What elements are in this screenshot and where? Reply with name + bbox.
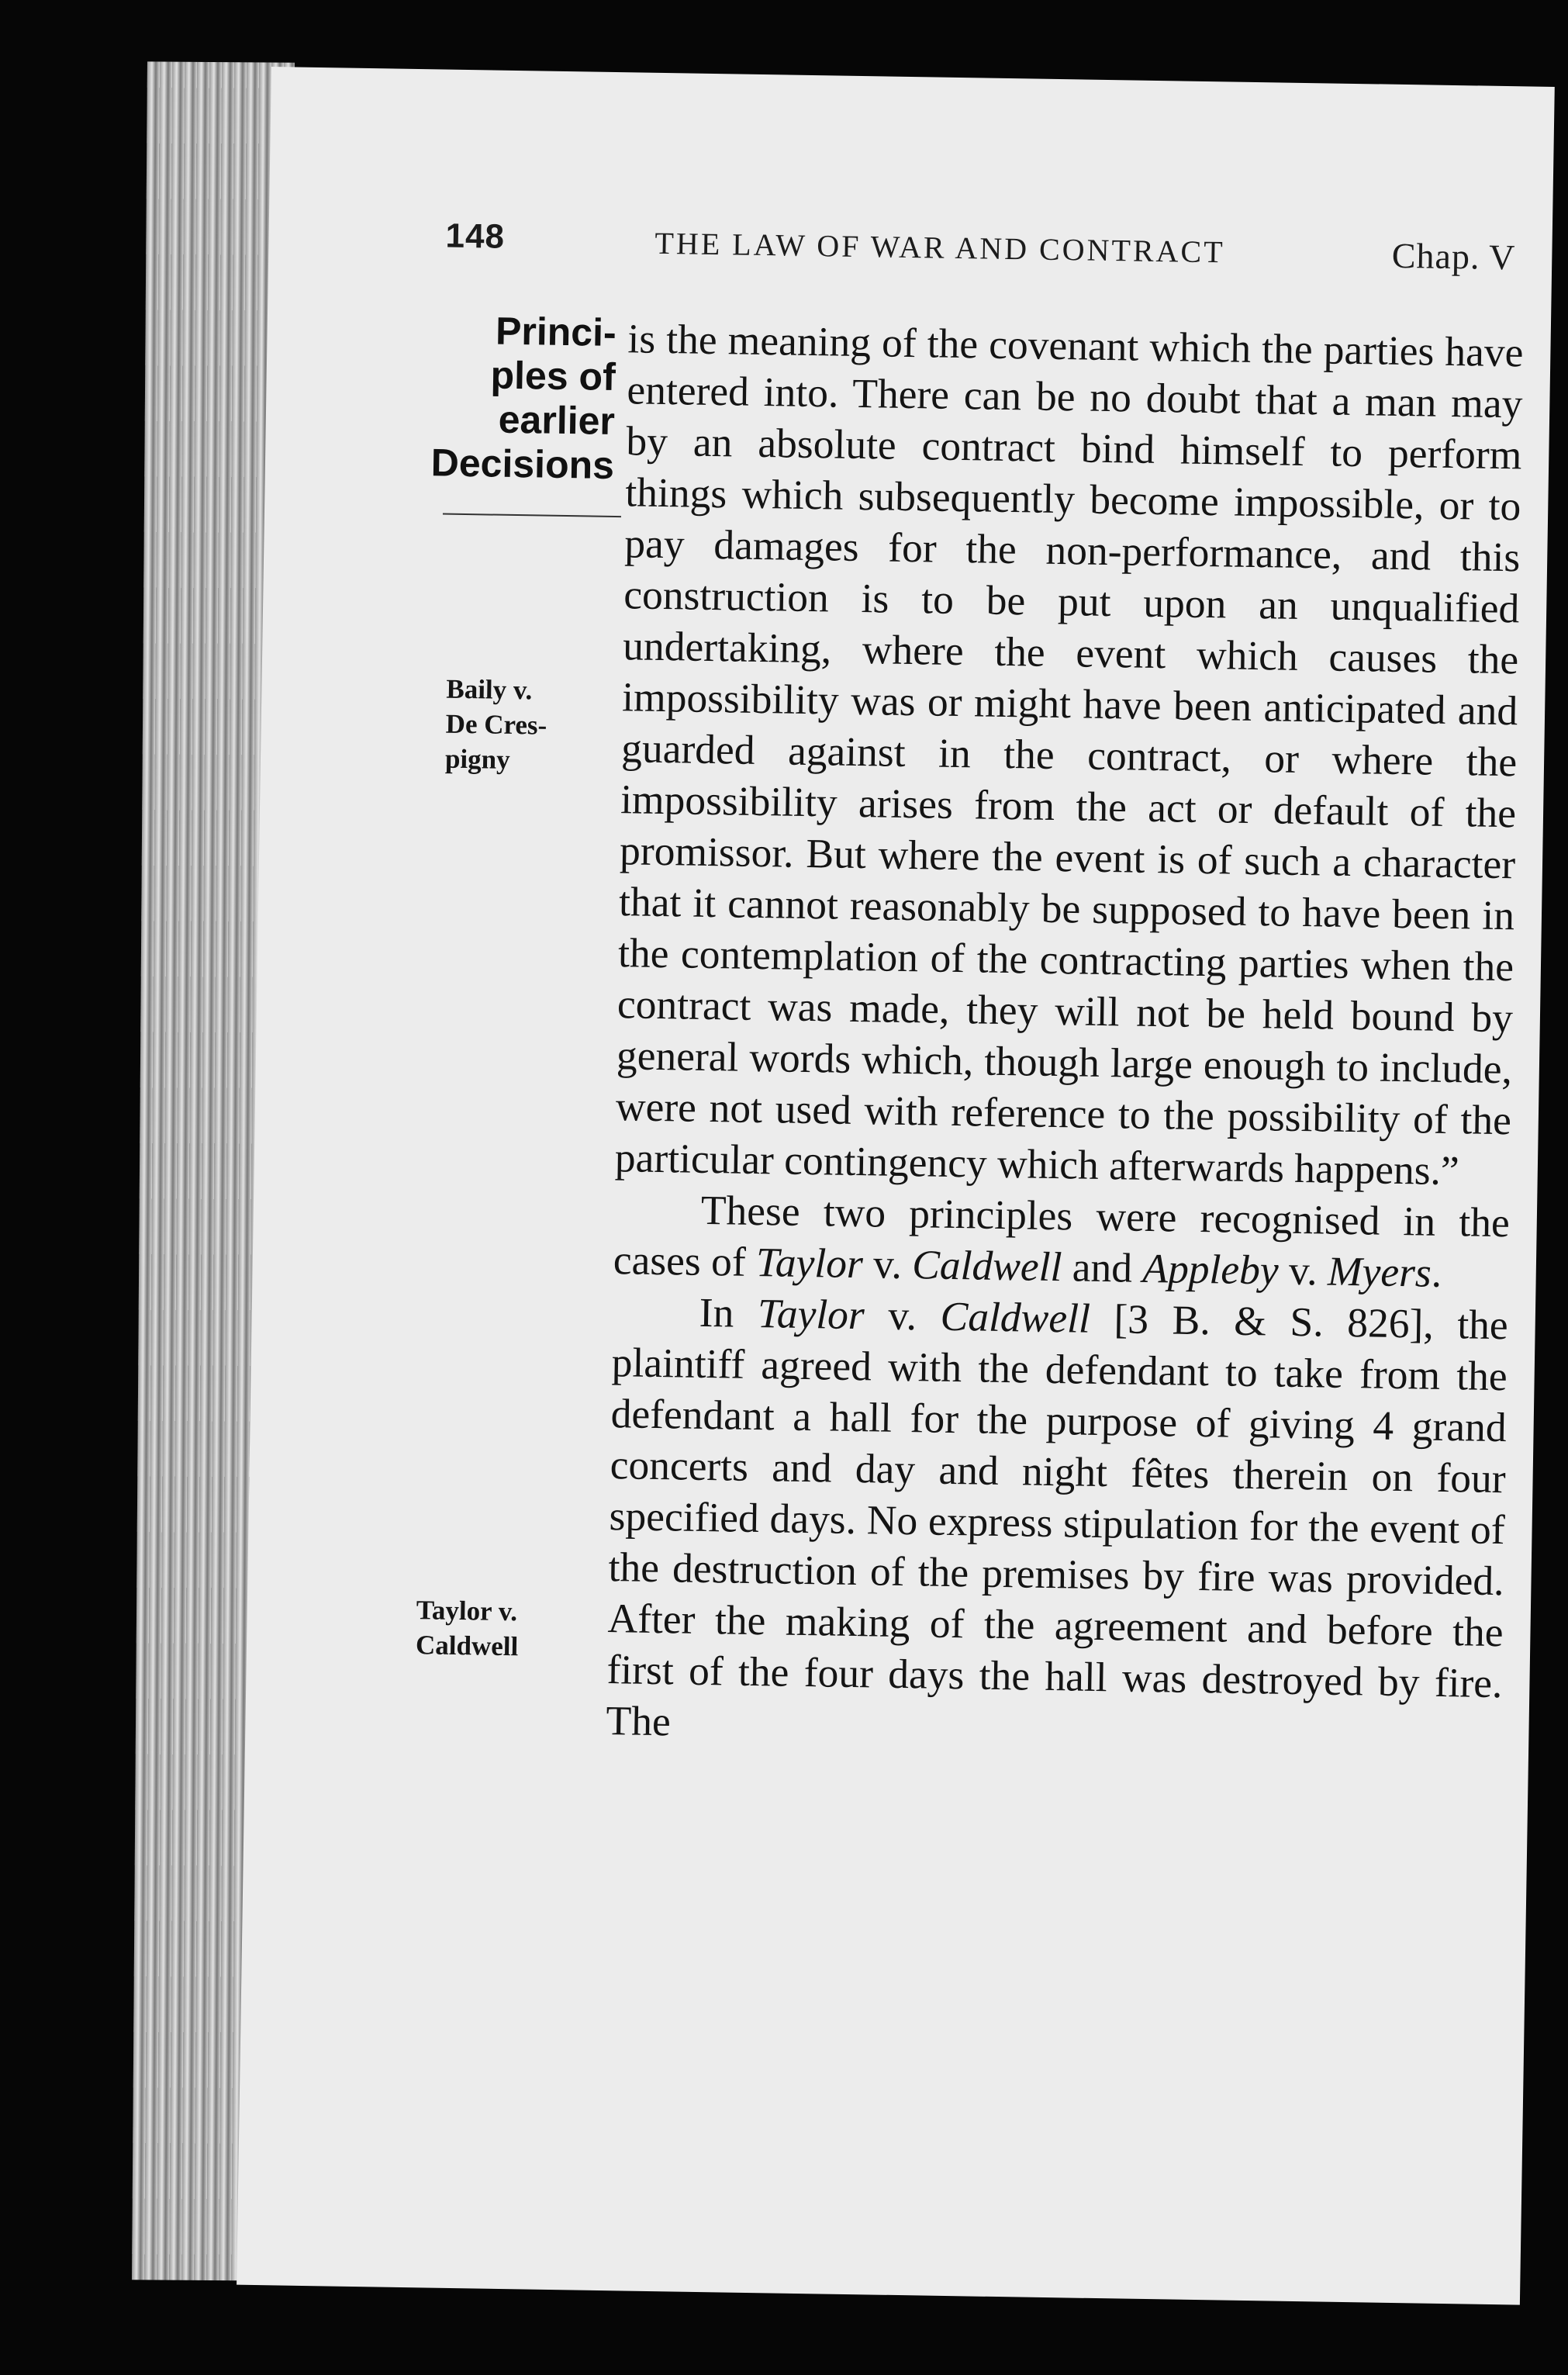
case-name: Appleby (1141, 1244, 1280, 1294)
margin-note-baily (445, 672, 548, 778)
margin-heading-line: ples of (490, 353, 616, 399)
case-name: Caldwell (940, 1292, 1091, 1342)
margin-rule (443, 513, 621, 518)
margin-note-line: Taylor v. (416, 1595, 518, 1627)
text-run: v. (864, 1291, 941, 1340)
case-name: Taylor (757, 1290, 865, 1339)
case-name: Taylor (755, 1239, 864, 1288)
text-run: [3 B. & S. 826], the plaintiff agreed with the defendant to take from the defendant a hall for the purpose of giving 4 grand concerts and day and night fêtes therein on four specified days. No express stipulation for the event of the destruction of the premises by fire was provided. After the making of the agreement and before the first of the four days the hall was destroyed by fire. The (606, 1295, 1509, 1745)
paragraph-principles (613, 1183, 1510, 1299)
text-run: . (1431, 1249, 1442, 1296)
book-page (237, 67, 1555, 2305)
margin-heading-line: Princi- (495, 309, 617, 355)
margin-heading-line: earlier (498, 397, 616, 444)
text-run: v. (862, 1240, 913, 1288)
text-run: v. (1278, 1246, 1328, 1295)
case-name: Myers (1327, 1247, 1432, 1296)
case-name: Caldwell (911, 1241, 1062, 1291)
text-run: and (1061, 1243, 1143, 1291)
margin-heading (427, 308, 617, 488)
paragraph-quote: is the meaning of the covenant which the parties have entered into. There can be no doubt that a man may by an absolute contract bind himself to perform things which subsequently become impossible, or to pay damages for the non-performance, and this construction is to be put upon an unqualified undertaking, where the event which causes the impossibility was or might have been anticipated and guarded against in the contract, or where the impossibility arises from the act or default of the promissor. But where the event is of such a character that it cannot reasonably be supposed to have been in the contemplation of the contracting parties when the contract was made, they will not be held bound by general words which, though large enough to include, were not used with reference to the possibility of the particular contingency which afterwards happens.” (614, 315, 1524, 1194)
margin-note-line: Baily v. (446, 673, 533, 706)
margin-note-line: Caldwell (415, 1630, 519, 1662)
body-text (606, 313, 1524, 1760)
running-title: THE LAW OF WAR AND CONTRACT (654, 225, 1225, 270)
margin-heading-line: Decisions (430, 441, 615, 488)
paragraph-taylor (606, 1285, 1508, 1760)
margin-note-line: De Cres- (445, 708, 547, 741)
chapter-label: Chap. V (1391, 235, 1516, 278)
page-number: 148 (445, 216, 506, 256)
margin-note-line: pigny (444, 743, 510, 775)
running-header (445, 217, 1516, 289)
text-run: These two principles were recognised in the cases of (613, 1186, 1511, 1286)
text-run: In (699, 1288, 758, 1337)
margin-note-taylor (416, 1592, 520, 1664)
